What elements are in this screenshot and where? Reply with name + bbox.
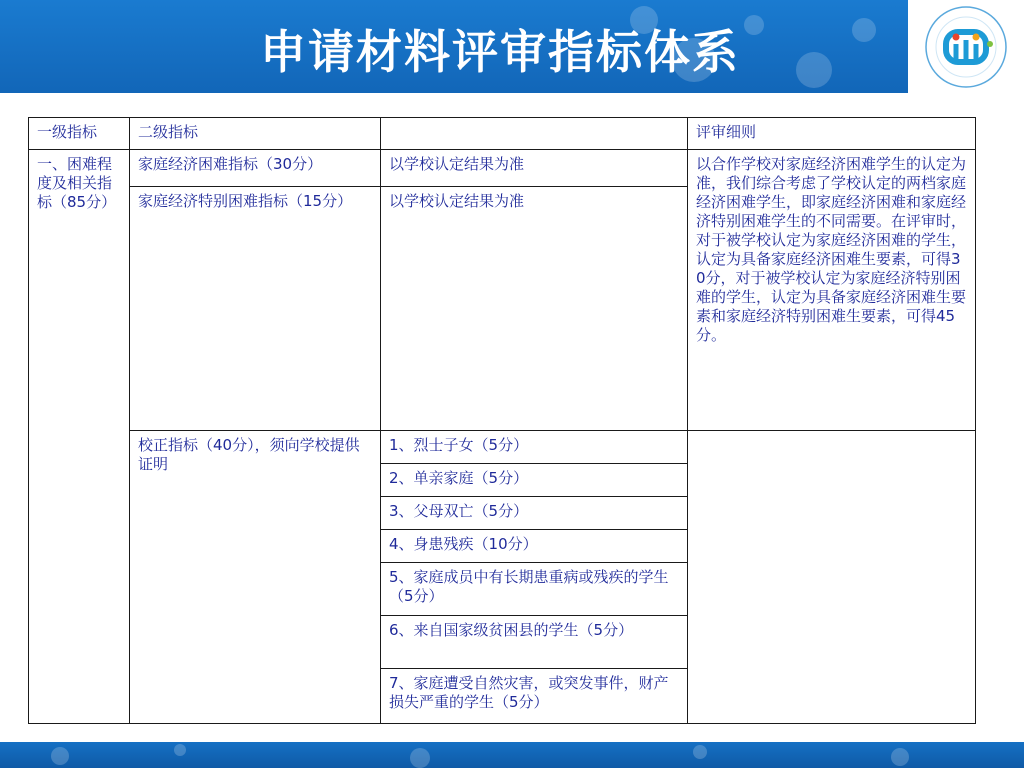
bubble-decoration: [0, 742, 1024, 768]
title-banner: [0, 0, 1024, 93]
correction-item: 6、来自国家级贫困县的学生（5分）: [381, 616, 688, 669]
header-blank: [381, 118, 688, 150]
logo-icon: [914, 4, 1018, 90]
level2-special: 家庭经济特别困难指标（15分）: [130, 187, 381, 431]
header-level2: 二级指标: [130, 118, 381, 150]
level2-correction: 校正指标（40分），须向学校提供证明: [130, 431, 381, 724]
correction-item: 7、家庭遭受自然灾害，或突发事件，财产损失严重的学生（5分）: [381, 669, 688, 724]
correction-item: 1、烈士子女（5分）: [381, 431, 688, 464]
level1-cell: 一、困难程度及相关指标（85分）: [29, 150, 130, 724]
correction-item: 3、父母双亡（5分）: [381, 497, 688, 530]
basis-special: 以学校认定结果为准: [381, 187, 688, 431]
criteria-table: [28, 117, 976, 724]
correction-item: 2、单亲家庭（5分）: [381, 464, 688, 497]
foundation-logo: [908, 0, 1024, 93]
rule-empty: [688, 431, 976, 724]
header-level1: 一级指标: [29, 118, 130, 150]
rule-cell: 以合作学校对家庭经济困难学生的认定为准，我们综合考虑了学校认定的两档家庭经济困难学生，即家庭经济困难和家庭经济特别困难学生的不同需要。在评审时，对于被学校认定为家庭经济困难的学生，认定为具备家庭经济困难生要素，可得30分，对于被学校认定为家庭经济特别困难的学生，认定为具备家庭经济困难生要素和家庭经济特别困难生要素，可得45分。: [688, 150, 976, 431]
table-row: [29, 431, 976, 464]
basis-economic: 以学校认定结果为准: [381, 150, 688, 187]
level2-economic: 家庭经济困难指标（30分）: [130, 150, 381, 187]
footer-bar: [0, 742, 1024, 768]
correction-item: 4、身患残疾（10分）: [381, 530, 688, 563]
correction-item: 5、家庭成员中有长期患重病或残疾的学生（5分）: [381, 563, 688, 616]
table-header-row: [29, 118, 976, 150]
page-title: 申请材料评审指标体系: [260, 25, 740, 79]
table-row: [29, 150, 976, 187]
header-rules: 评审细则: [688, 118, 976, 150]
